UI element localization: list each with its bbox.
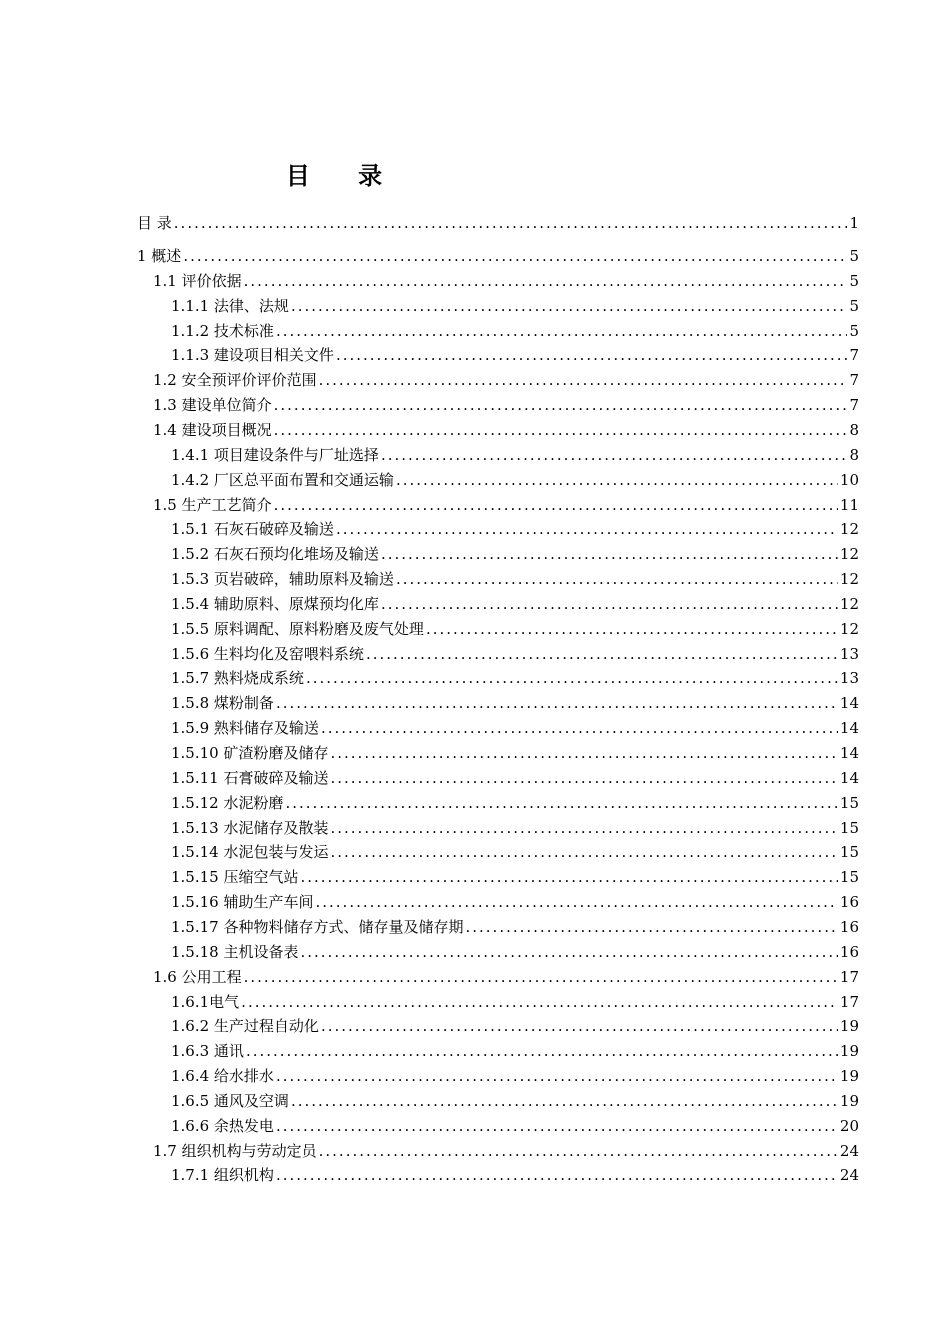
toc-leader-dots: [463, 915, 837, 939]
toc-leader-dots: [334, 343, 848, 367]
toc-entry-page-number: 15: [839, 793, 859, 812]
toc-entry-page-number: 7: [849, 371, 859, 390]
toc-leader-dots: [274, 319, 848, 343]
toc-entry-label: 1.5.18 主机设备表: [171, 942, 299, 961]
toc-entry-label: 1.6.6 余热发电: [171, 1116, 274, 1135]
toc-entry[interactable]: [153, 368, 859, 392]
toc-entry-page-number: 8: [849, 420, 859, 439]
toc-entry-page-number: 19: [839, 1067, 859, 1086]
toc-entry-page-number: 14: [839, 694, 859, 713]
toc-entry-label: 1.5.5 原料调配、原料粉磨及废气处理: [171, 619, 424, 638]
toc-entry-page-number: 12: [839, 594, 859, 613]
toc-entry-page-number: 19: [839, 1091, 859, 1110]
toc-entry-label: 1.6.1电气: [171, 992, 240, 1011]
toc-leader-dots: [319, 716, 838, 740]
toc-entry-page-number: 13: [839, 669, 859, 688]
toc-entry-label: 1.6.2 生产过程自动化: [171, 1017, 319, 1036]
toc-entry[interactable]: [171, 542, 859, 566]
toc-entry-label: 1 概述: [137, 247, 182, 265]
toc-entry-label: 1.5.16 辅助生产车间: [171, 893, 314, 912]
toc-leader-dots: [317, 1139, 838, 1163]
toc-entry-label: 1.1 评价依据: [153, 271, 242, 290]
toc-entry-page-number: 5: [849, 271, 859, 290]
toc-leader-dots: [298, 940, 837, 964]
toc-entry-page-number: 1: [849, 214, 859, 232]
toc-entry-label: 1.5.12 水泥粉磨: [171, 793, 284, 812]
toc-entry[interactable]: [171, 990, 859, 1014]
toc-entry[interactable]: [171, 1064, 859, 1088]
toc-entry-label: 1.6.3 通讯: [171, 1042, 244, 1061]
toc-entry[interactable]: [171, 517, 859, 541]
toc-entry-page-number: 7: [849, 396, 859, 415]
toc-leader-dots: [319, 1014, 838, 1038]
toc-entry-label: 1.5.13 水泥储存及散装: [171, 818, 329, 837]
toc-entry-label: 1.5.7 熟料烧成系统: [171, 669, 304, 688]
toc-leader-dots: [242, 965, 838, 989]
toc-leader-dots: [328, 816, 837, 840]
toc-entry[interactable]: [171, 1089, 859, 1113]
toc-entry-page-number: 19: [839, 1017, 859, 1036]
toc-entry[interactable]: [153, 493, 859, 517]
toc-entry-page-number: 10: [839, 470, 859, 489]
toc-entry[interactable]: [137, 208, 859, 238]
toc-leader-dots: [317, 368, 848, 392]
toc-entry-label: 1.3 建设单位简介: [153, 396, 272, 415]
toc-entry-page-number: 24: [839, 1141, 859, 1160]
toc-entry-page-number: 5: [849, 296, 859, 315]
toc-leader-dots: [274, 1064, 838, 1088]
toc-entry-page-number: 15: [839, 843, 859, 862]
toc-entry-label: 1.5.9 熟料储存及输送: [171, 719, 319, 738]
toc-entry-label: 1.5.10 矿渣粉磨及储存: [171, 744, 329, 762]
toc-leader-dots: [394, 468, 838, 492]
toc-entry-label: 1.6 公用工程: [153, 967, 242, 986]
toc-entry[interactable]: [153, 965, 859, 989]
toc-entry-label: 1.1.2 技术标准: [171, 321, 274, 340]
toc-entry-page-number: 12: [839, 570, 859, 589]
toc-entry[interactable]: [137, 244, 859, 268]
toc-entry[interactable]: [171, 816, 859, 840]
page-title: 目 录: [285, 161, 403, 190]
toc-entry-label: 1.1.1 法律、法规: [171, 296, 289, 315]
toc-entry-label: 1.5.4 辅助原料、原煤预均化库: [171, 594, 379, 613]
toc-entry[interactable]: [171, 691, 859, 715]
toc-entry-page-number: 5: [849, 247, 859, 265]
toc-entry[interactable]: [171, 890, 859, 914]
toc-entry-label: 1.4 建设项目概况: [153, 420, 272, 439]
toc-entry[interactable]: [171, 915, 859, 939]
toc-entry[interactable]: [171, 1114, 859, 1138]
toc-entry[interactable]: [171, 1014, 859, 1038]
toc-entry-page-number: 14: [839, 768, 859, 787]
toc-entry[interactable]: [171, 865, 859, 889]
toc-entry[interactable]: [153, 1139, 859, 1163]
toc-leader-dots: [364, 642, 838, 666]
toc-entry[interactable]: [171, 940, 859, 964]
toc-entry-page-number: 13: [839, 644, 859, 663]
toc-entry-label: 1.7.1 组织机构: [171, 1166, 274, 1185]
toc-leader-dots: [298, 865, 837, 889]
toc-entry-label: 1.5.2 石灰石预均化堆场及输送: [171, 545, 379, 564]
toc-leader-dots: [394, 567, 838, 591]
toc-entry[interactable]: [171, 766, 859, 790]
toc-leader-dots: [304, 666, 838, 690]
toc-entry-page-number: 14: [839, 744, 859, 762]
toc-entry-page-number: 12: [839, 619, 859, 638]
toc-entry[interactable]: [171, 666, 859, 690]
toc-leader-dots: [328, 840, 837, 864]
toc-entry-label: 1.4.2 厂区总平面布置和交通运输: [171, 470, 394, 489]
toc-leader-dots: [272, 418, 848, 442]
toc-entry[interactable]: [171, 443, 859, 467]
toc-leader-dots: [334, 517, 838, 541]
toc-leader-dots: [328, 766, 837, 790]
toc-entry[interactable]: [171, 343, 859, 367]
toc-leader-dots: [379, 542, 838, 566]
toc-leader-dots: [274, 1114, 838, 1138]
toc-entry[interactable]: [171, 1039, 859, 1063]
toc-entry[interactable]: [153, 393, 859, 417]
toc-entry-label: 1.5.8 煤粉制备: [171, 694, 274, 713]
toc-entry-page-number: 16: [839, 942, 859, 961]
toc-entry[interactable]: [171, 741, 859, 765]
toc-entry-label: 1.4.1 项目建设条件与厂址选择: [171, 445, 379, 464]
toc-leader-dots: [244, 1039, 838, 1063]
toc-entry[interactable]: [171, 840, 859, 864]
toc-entry[interactable]: [171, 319, 859, 343]
toc-entry-label: 1.5.3 页岩破碎，辅助原料及输送: [171, 570, 394, 589]
toc-entry-label: 1.2 安全预评价评价范围: [153, 371, 317, 390]
toc-entry-page-number: 8: [849, 445, 859, 464]
toc-entry-label: 1.6.4 给水排水: [171, 1067, 274, 1086]
toc-entry[interactable]: [153, 418, 859, 442]
toc-entry-page-number: 15: [839, 818, 859, 837]
toc-entry-page-number: 12: [839, 520, 859, 539]
toc-leader-dots: [379, 443, 848, 467]
toc-entry-label: 1.5.1 石灰石破碎及输送: [171, 520, 334, 539]
toc-entry[interactable]: [171, 716, 859, 740]
toc-entry-page-number: 11: [839, 495, 859, 514]
toc-entry-label: 目 录: [137, 214, 172, 232]
toc-leader-dots: [274, 1163, 838, 1187]
toc-entry[interactable]: [153, 269, 859, 293]
toc-leader-dots: [379, 592, 838, 616]
toc-entry[interactable]: [171, 1163, 859, 1187]
toc-entry-page-number: 17: [839, 992, 859, 1011]
toc-entry-page-number: 24: [839, 1166, 859, 1185]
toc-entry-page-number: 7: [849, 346, 859, 365]
toc-entry-label: 1.6.5 通风及空调: [171, 1091, 289, 1110]
toc-leader-dots: [289, 294, 848, 318]
toc-entry[interactable]: [171, 642, 859, 666]
toc-entry[interactable]: [171, 294, 859, 318]
toc-entry-label: 1.5.15 压缩空气站: [171, 868, 299, 887]
toc-entry-label: 1.1.3 建设项目相关文件: [171, 346, 334, 365]
toc-entry-label: 1.5.11 石膏破碎及输送: [171, 768, 329, 787]
toc-entry-label: 1.5 生产工艺简介: [153, 495, 272, 514]
toc-entry-page-number: 20: [839, 1116, 859, 1135]
toc-entry[interactable]: [171, 592, 859, 616]
toc-leader-dots: [424, 617, 838, 641]
toc-leader-dots: [274, 691, 838, 715]
toc-leader-dots: [313, 890, 837, 914]
toc-entry-page-number: 12: [839, 545, 859, 564]
toc-entry-page-number: 5: [849, 321, 859, 340]
toc-entry[interactable]: [171, 567, 859, 591]
toc-entry-page-number: 16: [839, 893, 859, 912]
toc-leader-dots: [289, 1089, 838, 1113]
toc-leader-dots: [181, 244, 847, 268]
toc-entry-page-number: 17: [839, 967, 859, 986]
toc-entry-label: 1.7 组织机构与劳动定员: [153, 1141, 317, 1160]
toc-entry-label: 1.5.6 生料均化及窑喂料系统: [171, 644, 364, 663]
toc-entry[interactable]: [171, 617, 859, 641]
toc-entry-label: 1.5.17 各种物料储存方式、储存量及储存期: [171, 917, 464, 936]
toc-leader-dots: [283, 791, 837, 815]
toc-leader-dots: [328, 741, 837, 765]
toc-leader-dots: [272, 393, 848, 417]
toc-leader-dots: [242, 269, 848, 293]
toc-entry-label: 1.5.14 水泥包装与发运: [171, 843, 329, 862]
toc-entry-page-number: 16: [839, 917, 859, 936]
toc-leader-dots: [272, 493, 838, 517]
toc-entry-page-number: 19: [839, 1042, 859, 1061]
toc-entry[interactable]: [171, 791, 859, 815]
toc-leader-dots: [239, 990, 838, 1014]
toc-entry[interactable]: [171, 468, 859, 492]
toc-entry-page-number: 14: [839, 719, 859, 738]
toc-leader-dots: [172, 208, 848, 238]
toc-entry-page-number: 15: [839, 868, 859, 887]
